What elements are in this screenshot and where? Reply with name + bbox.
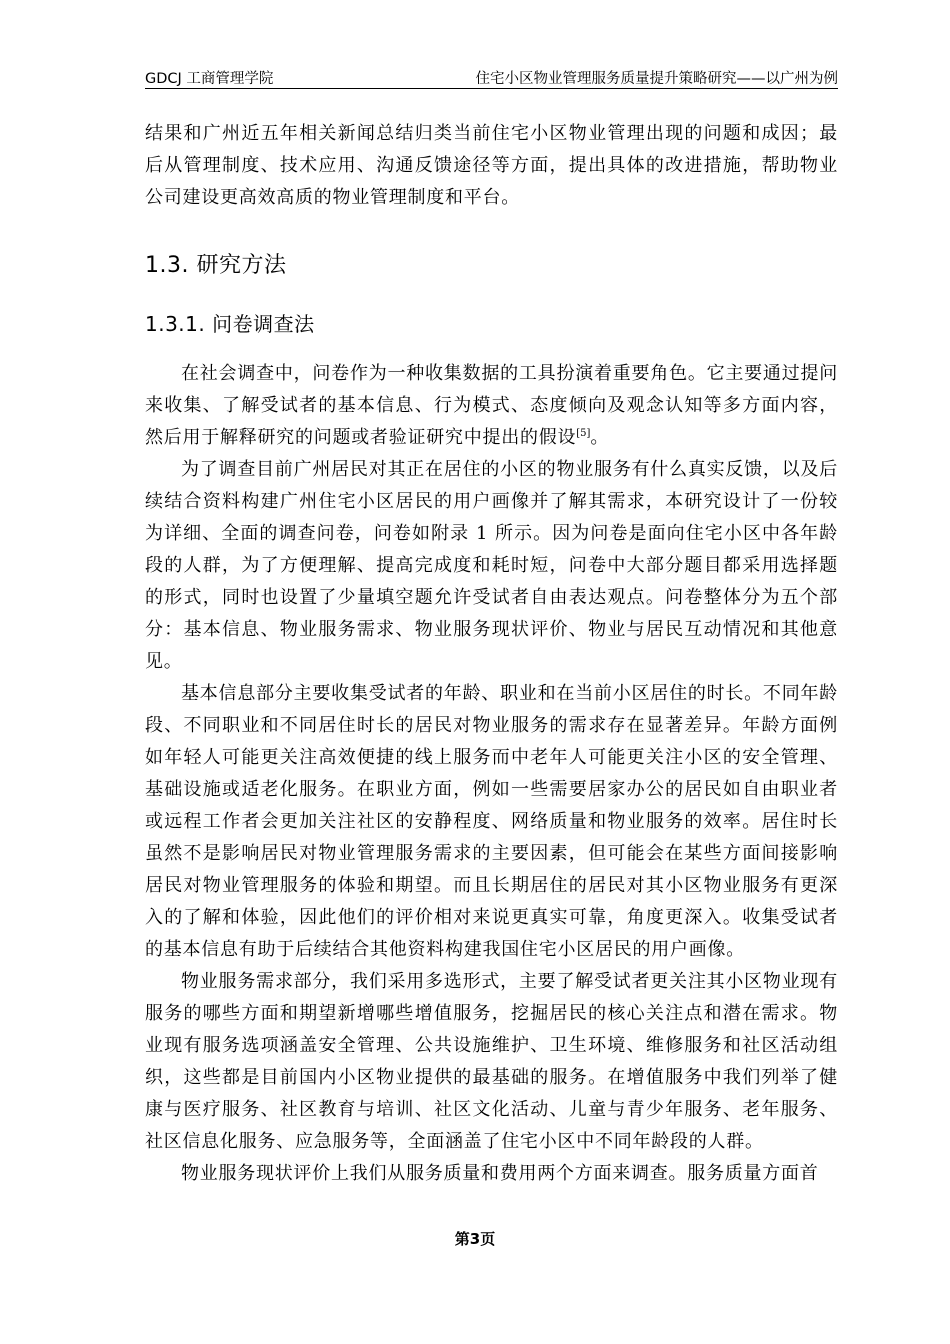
- paragraph-text: 在社会调查中，问卷作为一种收集数据的工具扮演着重要角色。它主要通过提问来收集、了解受试者的基本信息、行为模式、态度倾向及观念认知等多方面内容，然后用于解释研究的问题或者验证研究中提出的假设: [145, 363, 838, 448]
- paragraph-end: 。: [590, 427, 610, 448]
- citation: [5]: [576, 428, 591, 439]
- paragraph-questionnaire-role: [145, 358, 838, 454]
- intro-paragraph: 结果和广州近五年相关新闻总结归类当前住宅小区物业管理出现的问题和成因；最后从管理制度、技术应用、沟通反馈途径等方面，提出具体的改进措施，帮助物业公司建设更高效高质的物业管理制度和平台。: [145, 123, 838, 208]
- document-body: [145, 118, 838, 1190]
- page-number: 第3页: [454, 1230, 496, 1248]
- page-header: [145, 64, 838, 89]
- header-school: GDCJ 工商管理学院: [145, 71, 274, 87]
- header-thesis-title: 住宅小区物业管理服务质量提升策略研究——以广州为例: [475, 71, 838, 87]
- section-heading: 1.3. 研究方法: [145, 253, 287, 278]
- paragraph-service-evaluation: 物业服务现状评价上我们从服务质量和费用两个方面来调查。服务质量方面首: [181, 1163, 819, 1184]
- subsection-heading: 1.3.1. 问卷调查法: [145, 312, 315, 336]
- paragraph-service-demand: 物业服务需求部分，我们采用多选形式，主要了解受试者更关注其小区物业现有服务的哪些方面和期望新增哪些增值服务，挖掘居民的核心关注点和潜在需求。物业现有服务选项涵盖安全管理、公共设施维护、卫生环境、维修服务和社区活动组织，这些都是目前国内小区物业提供的最基础的服务。在增值服务中我们列举了健康与医疗服务、社区教育与培训、社区文化活动、儿童与青少年服务、老年服务、社区信息化服务、应急服务等，全面涵盖了住宅小区中不同年龄段的人群。: [145, 971, 838, 1152]
- paragraph-basic-info: 基本信息部分主要收集受试者的年龄、职业和在当前小区居住的时长。不同年龄段、不同职业和不同居住时长的居民对物业服务的需求存在显著差异。年龄方面例如年轻人可能更关注高效便捷的线上服务而中老年人可能更关注小区的安全管理、基础设施或适老化服务。在职业方面，例如一些需要居家办公的居民如自由职业者或远程工作者会更加关注社区的安静程度、网络质量和物业服务的效率。居住时长虽然不是影响居民对物业管理服务需求的主要因素，但可能会在某些方面间接影响居民对物业管理服务的体验和期望。而且长期居住的居民对其小区物业服务有更深入的了解和体验，因此他们的评价相对来说更真实可靠，角度更深入。收集受试者的基本信息有助于后续结合其他资料构建我国住宅小区居民的用户画像。: [145, 683, 838, 960]
- paragraph-survey-design: 为了调查目前广州居民对其正在居住的小区的物业服务有什么真实反馈，以及后续结合资料构建广州住宅小区居民的用户画像并了解其需求，本研究设计了一份较为详细、全面的调查问卷，问卷如附录 1 所示。因为问卷是面向住宅小区中各年龄段的人群，为了方便理解、提高完成度和耗时短，问卷中大部分题目都采用选择题的形式，同时也设置了少量填空题允许受试者自由表达观点。问卷整体分为五个部分：基本信息、物业服务需求、物业服务现状评价、物业与居民互动情况和其他意见。: [145, 459, 838, 672]
